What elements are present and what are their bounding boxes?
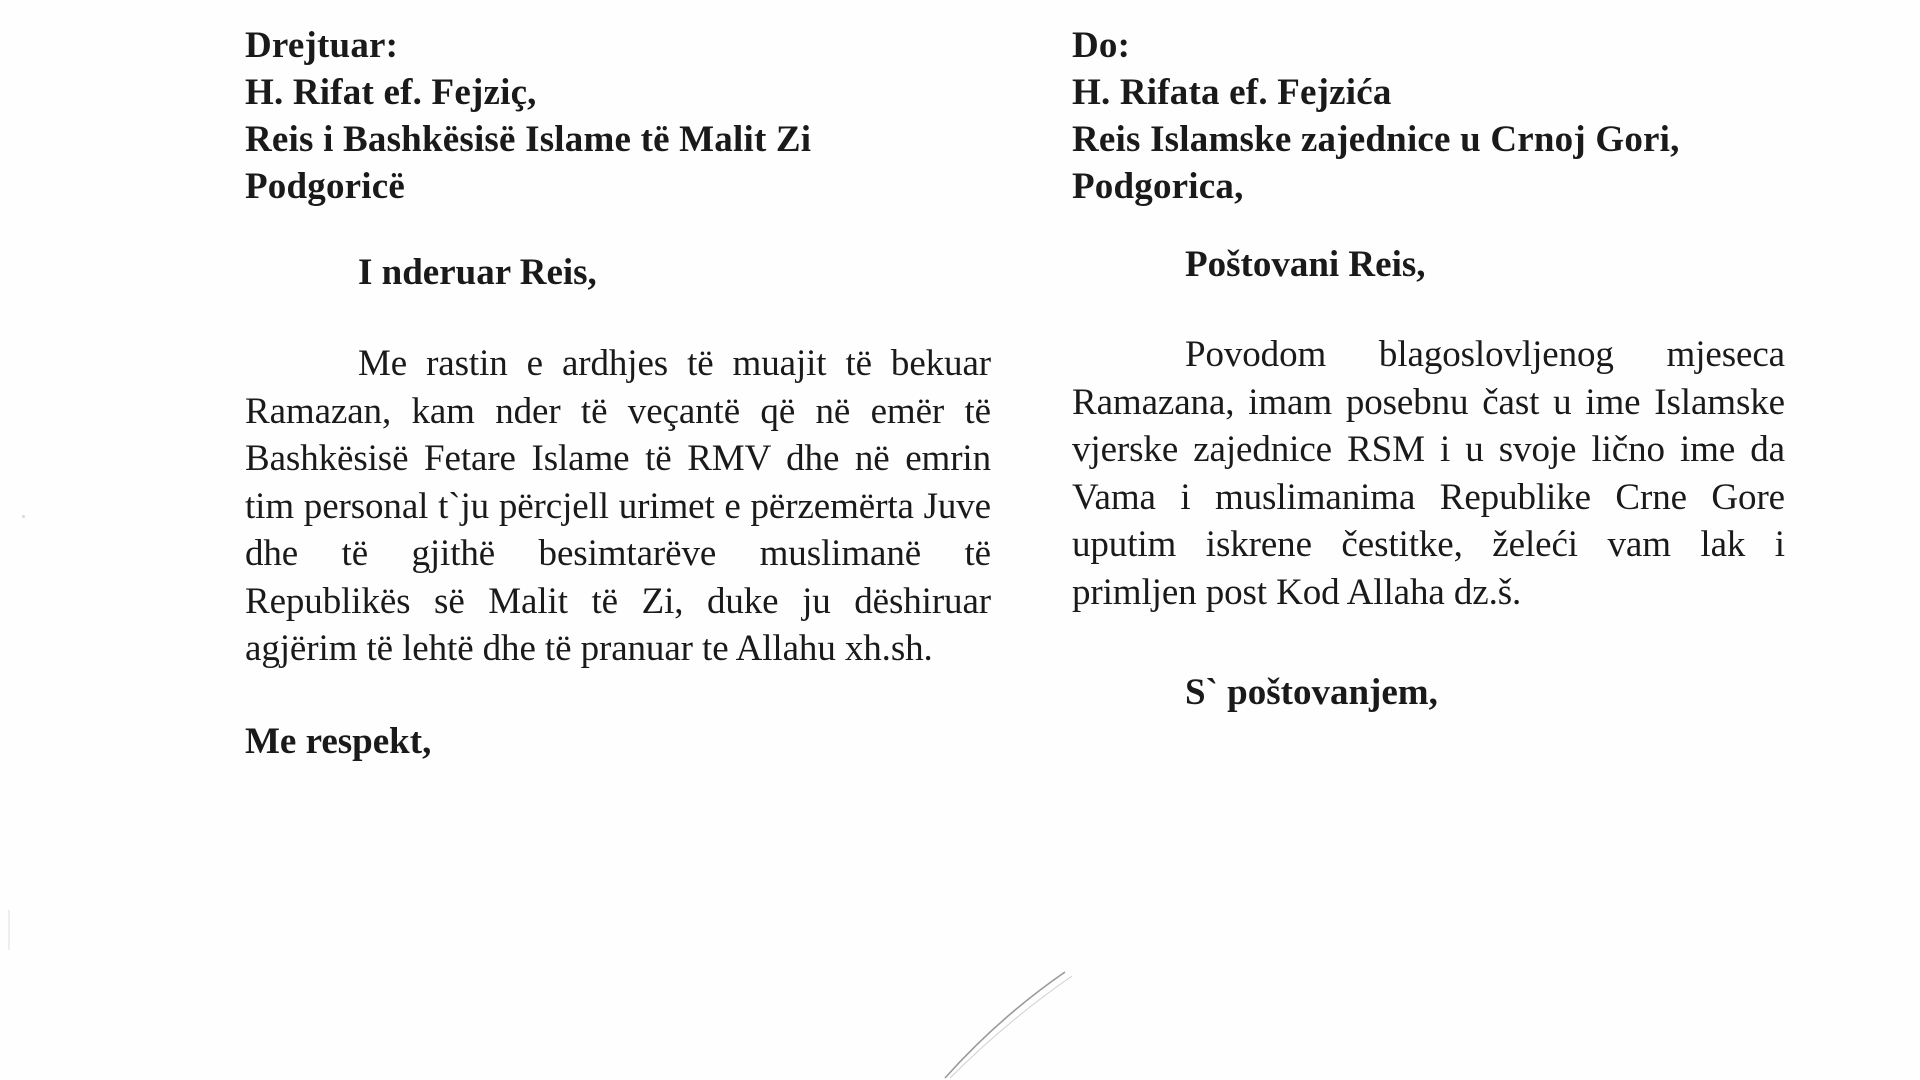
address-line: Drejtuar:	[245, 25, 399, 66]
closing: Me respekt,	[245, 720, 432, 762]
address-line: Podgoricë	[245, 166, 406, 207]
letter-montenegrin	[1072, 22, 1785, 716]
salutation: Poštovani Reis,	[1185, 244, 1426, 285]
recipient-address	[1072, 22, 1785, 210]
pen-stroke	[945, 972, 1065, 1078]
address-line: Podgorica,	[1072, 166, 1244, 207]
scan-speck	[8, 910, 10, 950]
letter-body: Me rastin e ardhjes të muajit të bekuar Ramazan, kam nder të veçantë që në emër të Bashkësisë Fetare Islame të RMV dhe në emrin tim personal t`ju përcjell urimet e përzemërta Juve dhe të gjithë besimtarëve muslimanë të Republikës së Malit të Zi, duke ju dëshiruar agjërim të lehtë dhe të pranuar te Allahu xh.sh.	[245, 343, 991, 669]
address-line: H. Rifata ef. Fejzića	[1072, 72, 1392, 113]
salutation: I nderuar Reis,	[358, 252, 597, 293]
signature-stroke	[940, 970, 1080, 1080]
address-line: Reis Islamske zajednice u Crnoj Gori,	[1072, 119, 1680, 160]
address-line: Reis i Bashkësisë Islame të Malit Zi	[245, 119, 812, 160]
pen-stroke	[950, 976, 1072, 1078]
address-line: Do:	[1072, 25, 1131, 66]
letter-body: Povodom blagoslovljenog mjeseca Ramazana, imam posebnu čast u ime Islamske vjerske zajednice RSM i u svoje lično ime da Vama i muslimanima Republike Crne Gore uputim iskrene čestitke, želeći vam lak i primljen post Kod Allaha dz.š.	[1072, 334, 1785, 613]
letter-albanian	[245, 22, 991, 765]
scan-speck	[22, 515, 25, 518]
address-line: H. Rifat ef. Fejziç,	[245, 72, 537, 113]
closing: S` poštovanjem,	[1185, 672, 1438, 713]
recipient-address	[245, 22, 991, 210]
